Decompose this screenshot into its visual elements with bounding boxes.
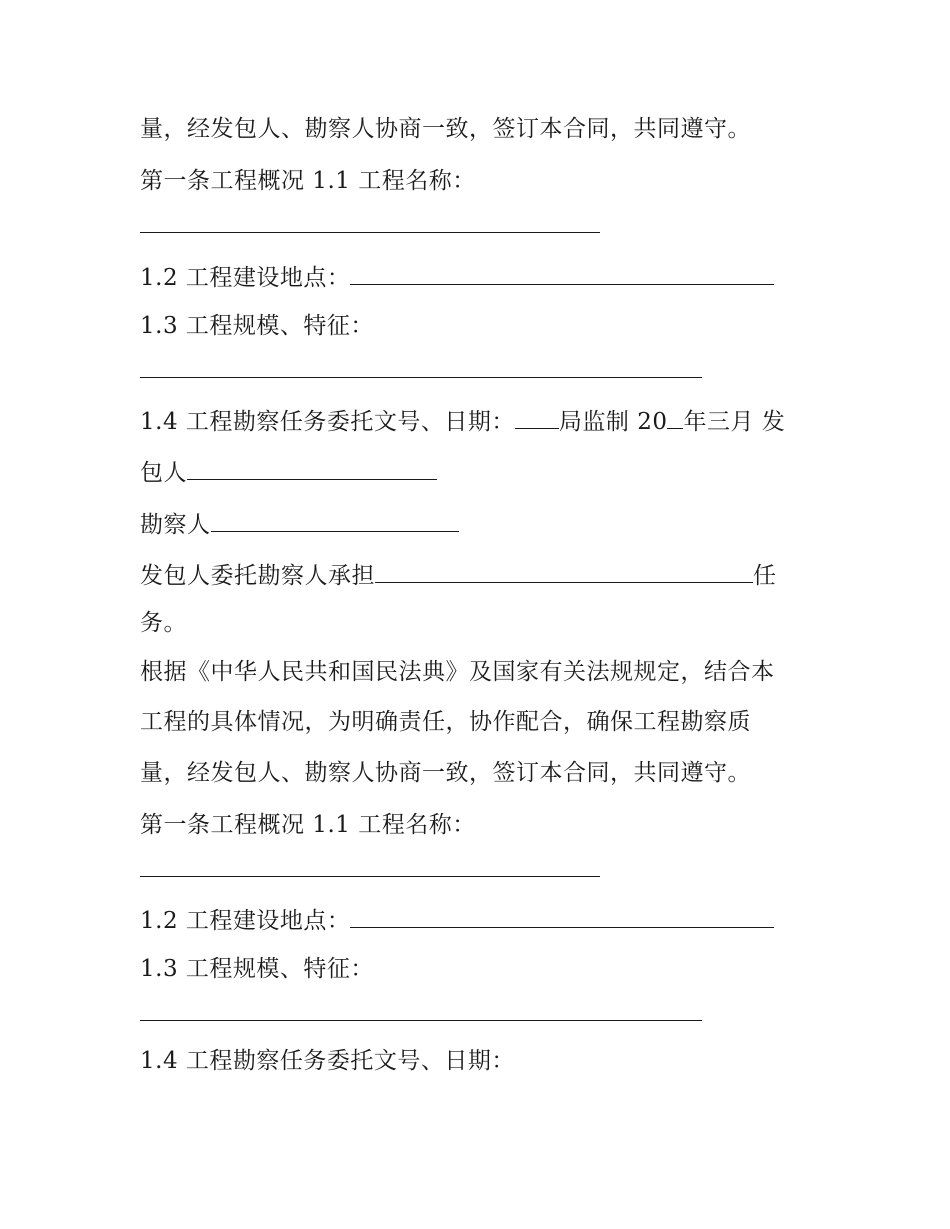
line-text: 1.3 工程规模、特征： xyxy=(140,313,374,339)
paragraph-line xyxy=(140,901,774,933)
line-text: 量，经发包人、勘察人协商一致，签订本合同，共同遵守。 xyxy=(140,760,751,786)
line-text: 发包人委托勘察人承担 xyxy=(140,563,375,589)
line-text: 工程的具体情况，为明确责任，协作配合，确保工程勘察质 xyxy=(140,709,751,735)
line-text: 1.4 工程勘察任务委托文号、日期： xyxy=(140,409,515,435)
paragraph-line xyxy=(140,402,785,434)
paragraph-line xyxy=(140,809,476,841)
paragraph-line xyxy=(140,656,775,688)
line-text: 局监制 20 xyxy=(558,409,668,435)
line-text: 包人 xyxy=(140,460,187,486)
fill-in-blank-location xyxy=(350,258,774,285)
line-text: 1.3 工程规模、特征： xyxy=(140,956,374,982)
line-text: 根据《中华人民共和国民法典》及国家有关法规规定，结合本 xyxy=(140,659,775,685)
line-text: 任 xyxy=(753,563,777,589)
paragraph-line xyxy=(140,310,374,342)
paragraph-line xyxy=(140,165,476,197)
line-text: 年三月 发 xyxy=(683,409,786,435)
fill-in-blank-project-name xyxy=(140,876,600,877)
paragraph-line xyxy=(140,556,777,588)
line-text: 1.2 工程建设地点： xyxy=(140,265,351,291)
line-text: 1.2 工程建设地点： xyxy=(140,908,351,934)
paragraph-line xyxy=(140,505,459,537)
paragraph-line xyxy=(140,607,187,639)
fill-in-blank-task xyxy=(375,556,753,583)
paragraph-line xyxy=(140,953,374,985)
line-text: 务。 xyxy=(140,610,187,636)
fill-in-blank-surveyor xyxy=(211,505,459,532)
line-text: 第一条工程概况 1.1 工程名称： xyxy=(140,812,476,838)
line-text: 第一条工程概况 1.1 工程名称： xyxy=(140,168,476,194)
fill-in-blank-client xyxy=(187,453,437,480)
line-text: 1.4 工程勘察任务委托文号、日期： xyxy=(140,1048,515,1074)
fill-in-blank-scale xyxy=(140,1020,702,1021)
paragraph-line xyxy=(140,1045,515,1077)
fill-in-blank-project-name xyxy=(140,232,600,233)
paragraph-line xyxy=(140,757,751,789)
paragraph-line xyxy=(140,258,774,290)
line-text: 量，经发包人、勘察人协商一致，签订本合同，共同遵守。 xyxy=(140,116,751,142)
paragraph-line xyxy=(140,453,437,485)
fill-in-blank-year xyxy=(667,402,683,429)
fill-in-blank-location xyxy=(350,901,774,928)
fill-in-blank-doc-number xyxy=(515,402,559,429)
line-text: 勘察人 xyxy=(140,512,211,538)
fill-in-blank-scale xyxy=(140,377,702,378)
paragraph-line xyxy=(140,113,751,145)
paragraph-line xyxy=(140,706,751,738)
